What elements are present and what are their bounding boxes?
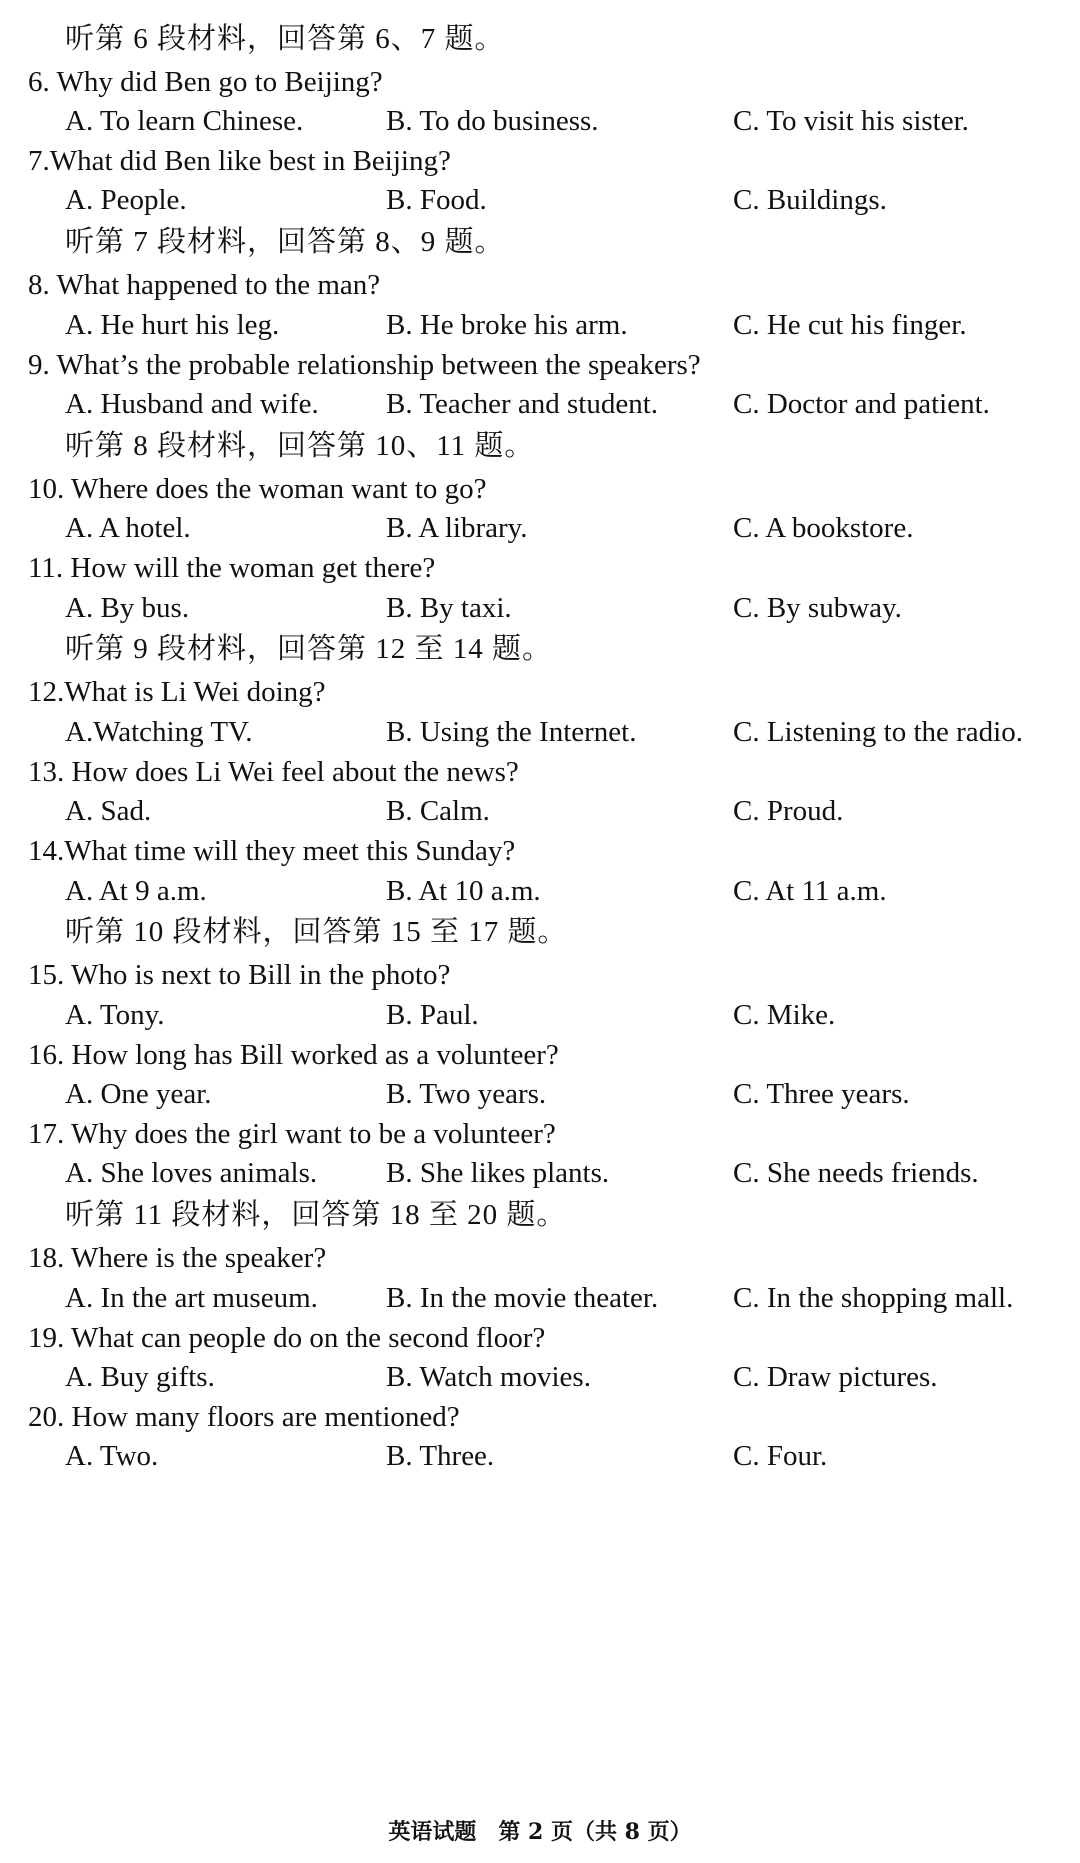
option-a: A. By bus. — [65, 592, 190, 624]
option-a: A. A hotel. — [65, 512, 191, 544]
option-a: A. To learn Chinese. — [65, 105, 304, 137]
option-a: A. He hurt his leg. — [65, 309, 280, 341]
section-instruction: 听第 10 段材料，回答第 15 至 17 题。 — [65, 916, 568, 948]
option-c: C. In the shopping mall. — [733, 1282, 1014, 1314]
question-text: 11. How will the woman get there? — [28, 552, 436, 584]
question-text: 19. What can people do on the second floor? — [28, 1322, 546, 1354]
option-a: A. Two. — [65, 1440, 159, 1472]
question-text: 10. Where does the woman want to go? — [28, 473, 487, 505]
option-b: B. By taxi. — [386, 592, 512, 624]
option-b: B. To do business. — [386, 105, 599, 137]
option-c: C. She needs friends. — [733, 1157, 979, 1189]
question-text: 15. Who is next to Bill in the photo? — [28, 959, 451, 991]
option-b: B. In the movie theater. — [386, 1282, 659, 1314]
option-c: C. He cut his finger. — [733, 309, 967, 341]
option-c: C. Buildings. — [733, 184, 887, 216]
question-text: 12.What is Li Wei doing? — [28, 676, 326, 708]
option-b: B. She likes plants. — [386, 1157, 610, 1189]
question-text: 17. Why does the girl want to be a volunteer? — [28, 1118, 556, 1150]
question-text: 14.What time will they meet this Sunday? — [28, 835, 516, 867]
option-b: B. Using the Internet. — [386, 716, 637, 748]
question-text: 8. What happened to the man? — [28, 269, 381, 301]
option-b: B. Three. — [386, 1440, 495, 1472]
option-c: C. Three years. — [733, 1078, 910, 1110]
option-b: B. Calm. — [386, 795, 490, 827]
option-b: B. Paul. — [386, 999, 479, 1031]
option-a: A. Husband and wife. — [65, 388, 319, 420]
section-instruction: 听第 6 段材料，回答第 6、7 题。 — [65, 23, 505, 55]
section-instruction: 听第 8 段材料，回答第 10、11 题。 — [65, 430, 535, 462]
question-text: 18. Where is the speaker? — [28, 1242, 327, 1274]
section-instruction: 听第 9 段材料，回答第 12 至 14 题。 — [65, 633, 553, 665]
option-c: C. Doctor and patient. — [733, 388, 990, 420]
question-text: 9. What’s the probable relationship between the speakers? — [28, 349, 701, 381]
option-b: B. Teacher and student. — [386, 388, 659, 420]
question-text: 16. How long has Bill worked as a volunteer? — [28, 1039, 559, 1071]
option-c: C. Listening to the radio. — [733, 716, 1023, 748]
option-c: C. Four. — [733, 1440, 828, 1472]
option-a: A. She loves animals. — [65, 1157, 318, 1189]
section-instruction: 听第 11 段材料，回答第 18 至 20 题。 — [65, 1199, 567, 1231]
option-c: C. Mike. — [733, 999, 836, 1031]
option-b: B. He broke his arm. — [386, 309, 628, 341]
page-footer: 英语试题 第 2 页（共 8 页） — [388, 1819, 692, 1845]
section-instruction: 听第 7 段材料，回答第 8、9 题。 — [65, 226, 505, 258]
option-c: C. By subway. — [733, 592, 902, 624]
option-a: A.Watching TV. — [65, 716, 253, 748]
question-text: 6. Why did Ben go to Beijing? — [28, 66, 383, 98]
option-c: C. Draw pictures. — [733, 1361, 938, 1393]
option-b: B. Watch movies. — [386, 1361, 591, 1393]
option-c: C. A bookstore. — [733, 512, 914, 544]
option-a: A. One year. — [65, 1078, 212, 1110]
option-a: A. In the art museum. — [65, 1282, 318, 1314]
option-a: A. Buy gifts. — [65, 1361, 215, 1393]
option-a: A. Sad. — [65, 795, 152, 827]
option-c: C. At 11 a.m. — [733, 875, 887, 907]
option-a: A. Tony. — [65, 999, 165, 1031]
option-a: A. People. — [65, 184, 187, 216]
question-text: 7.What did Ben like best in Beijing? — [28, 145, 451, 177]
option-c: C. To visit his sister. — [733, 105, 969, 137]
question-text: 20. How many floors are mentioned? — [28, 1401, 460, 1433]
option-c: C. Proud. — [733, 795, 844, 827]
option-b: B. Two years. — [386, 1078, 547, 1110]
question-text: 13. How does Li Wei feel about the news? — [28, 756, 519, 788]
option-a: A. At 9 a.m. — [65, 875, 207, 907]
option-b: B. Food. — [386, 184, 487, 216]
option-b: B. A library. — [386, 512, 528, 544]
option-b: B. At 10 a.m. — [386, 875, 541, 907]
